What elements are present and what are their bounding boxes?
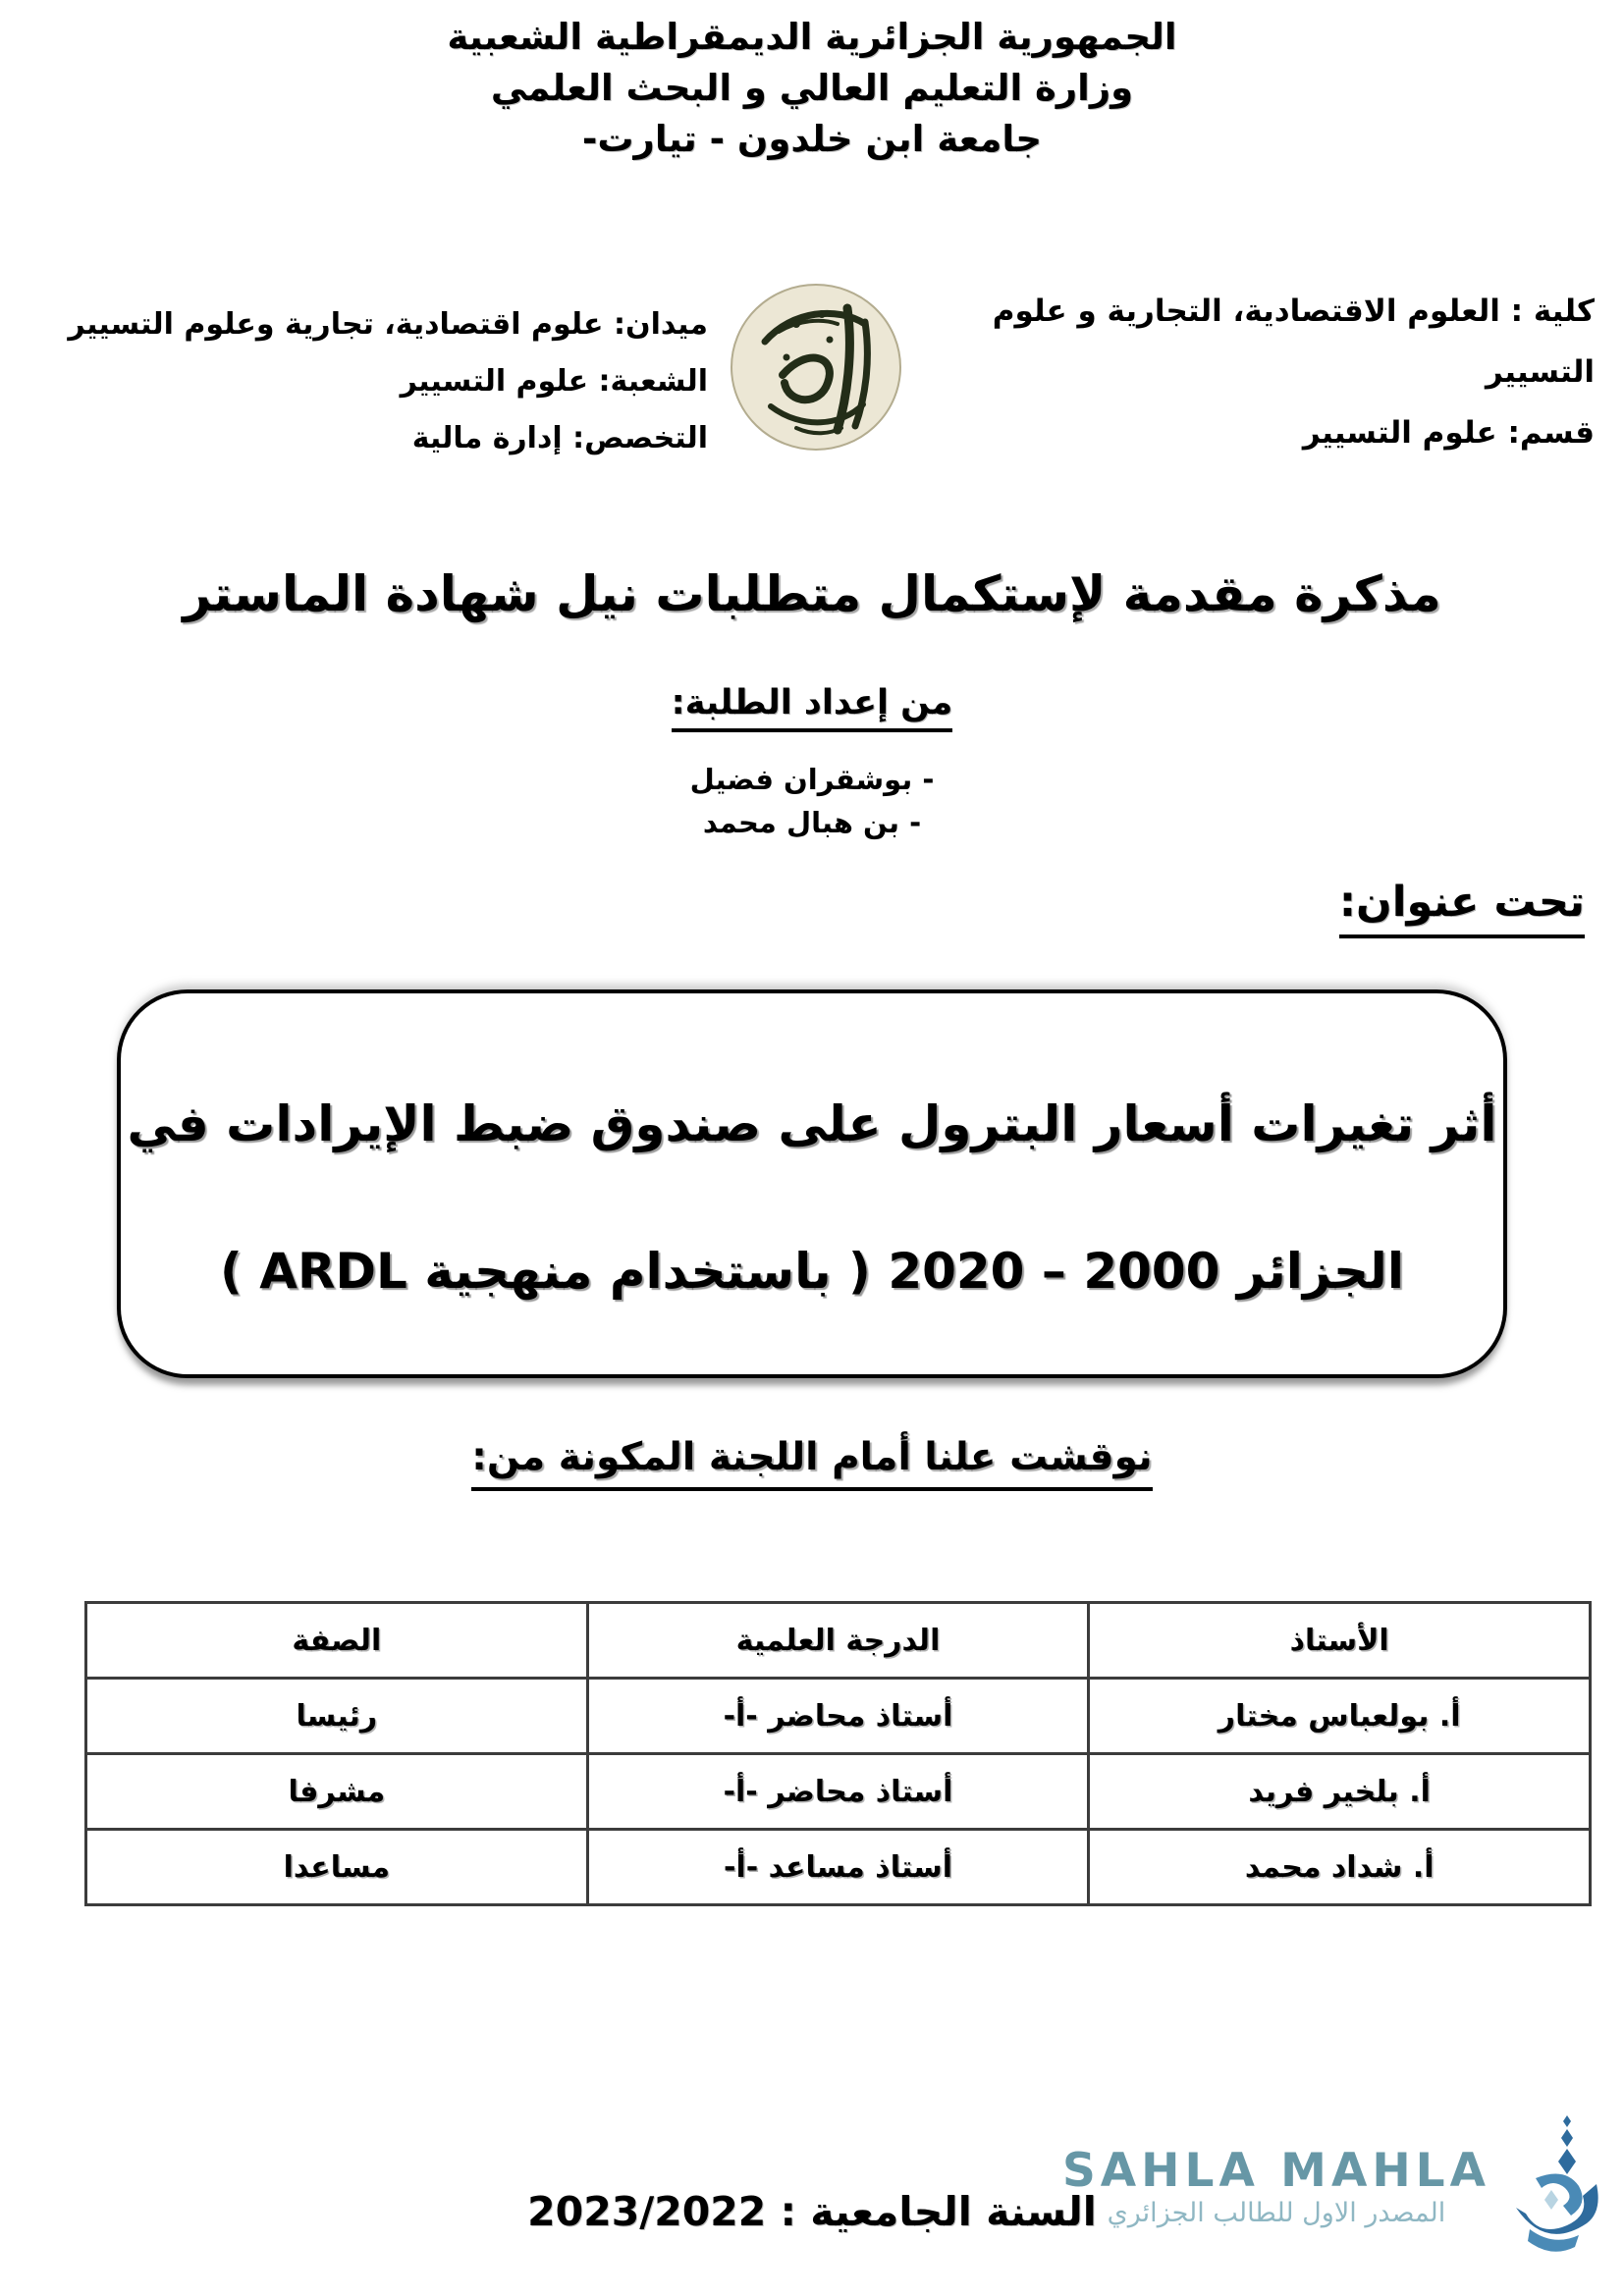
republic-header bbox=[0, 0, 1624, 165]
table-row bbox=[86, 1679, 1591, 1754]
prepared-by-label: من إعداد الطلبة: bbox=[672, 683, 953, 732]
thesis-title-line-2: الجزائر 2000 – 2020 ( باستخدام منهجية ARDL ) bbox=[220, 1243, 1404, 1300]
student-name: - بوشقران فضيل bbox=[689, 763, 935, 796]
professor-cell: أ. شداد محمد bbox=[1089, 1830, 1591, 1905]
faculty-block bbox=[924, 275, 1595, 463]
faculty-line: كلية : العلوم الاقتصادية، التجارية و علوم التسيير bbox=[992, 294, 1595, 390]
role-cell: مساعدا bbox=[86, 1830, 588, 1905]
prepared-by-heading bbox=[0, 683, 1624, 732]
branch-line: الشعبة: علوم التسيير bbox=[400, 364, 708, 399]
table-row bbox=[86, 1830, 1591, 1905]
committee-heading-label: نوقشت علنا أمام اللجنة المكونة من: bbox=[471, 1435, 1152, 1491]
professor-cell: أ. بلخير فريد bbox=[1089, 1754, 1591, 1830]
ministry-line: وزارة التعليم العالي و البحث العلمي bbox=[490, 67, 1134, 109]
republic-line: الجمهورية الجزائرية الديمقراطية الشعبية bbox=[447, 16, 1177, 58]
sahla-text-block bbox=[1061, 2143, 1490, 2228]
university-seal-icon bbox=[728, 281, 904, 454]
role-cell: رئيسا bbox=[86, 1679, 588, 1754]
students-list bbox=[0, 758, 1624, 844]
domain-block bbox=[29, 275, 708, 467]
sahla-emblem-icon bbox=[1496, 2113, 1606, 2261]
student-name: - بن هبال محمد bbox=[702, 806, 922, 839]
degree-cell: أستاذ محاضر -أ- bbox=[587, 1754, 1089, 1830]
thesis-title-box bbox=[117, 989, 1507, 1378]
domain-line: ميدان: علوم اقتصادية، تجارية وعلوم التسيير bbox=[68, 307, 708, 342]
sahla-mahla-watermark bbox=[1062, 2113, 1606, 2261]
academic-year: السنة الجامعية : 2023/2022 bbox=[527, 2188, 1097, 2235]
committee-heading bbox=[0, 1435, 1624, 1491]
degree-cell: أستاذ مساعد -أ- bbox=[587, 1830, 1089, 1905]
department-line: قسم: علوم التسيير bbox=[1302, 415, 1595, 451]
specialty-line: التخصص: إدارة مالية bbox=[411, 421, 708, 455]
col-header-professor: الأستاذ bbox=[1089, 1603, 1591, 1679]
col-header-role: الصفة bbox=[86, 1603, 588, 1679]
professor-cell: أ. بولعباس مختار bbox=[1089, 1679, 1591, 1754]
sahla-tagline: المصدر الاول للطالب الجزائري bbox=[1107, 2197, 1446, 2228]
sahla-brand-name: SAHLA MAHLA bbox=[1061, 2143, 1490, 2198]
under-title-heading bbox=[0, 878, 1624, 938]
degree-cell: أستاذ محاضر -أ- bbox=[587, 1679, 1089, 1754]
seal-wrap bbox=[708, 275, 924, 454]
role-cell: مشرفا bbox=[86, 1754, 588, 1830]
university-line: جامعة ابن خلدون - تيارت- bbox=[582, 118, 1042, 160]
thesis-intro-title: مذكرة مقدمة لإستكمال متطلبات نيل شهادة الماستر bbox=[183, 565, 1441, 622]
col-header-degree: الدرجة العلمية bbox=[587, 1603, 1089, 1679]
thesis-title-line-1: أثر تغيرات أسعار البترول على صندوق ضبط الإيرادات في bbox=[127, 1095, 1497, 1152]
table-header-row bbox=[86, 1603, 1591, 1679]
committee-table bbox=[84, 1601, 1592, 1906]
under-title-label: تحت عنوان: bbox=[1339, 878, 1585, 938]
table-row bbox=[86, 1754, 1591, 1830]
affiliation-row bbox=[0, 275, 1624, 467]
